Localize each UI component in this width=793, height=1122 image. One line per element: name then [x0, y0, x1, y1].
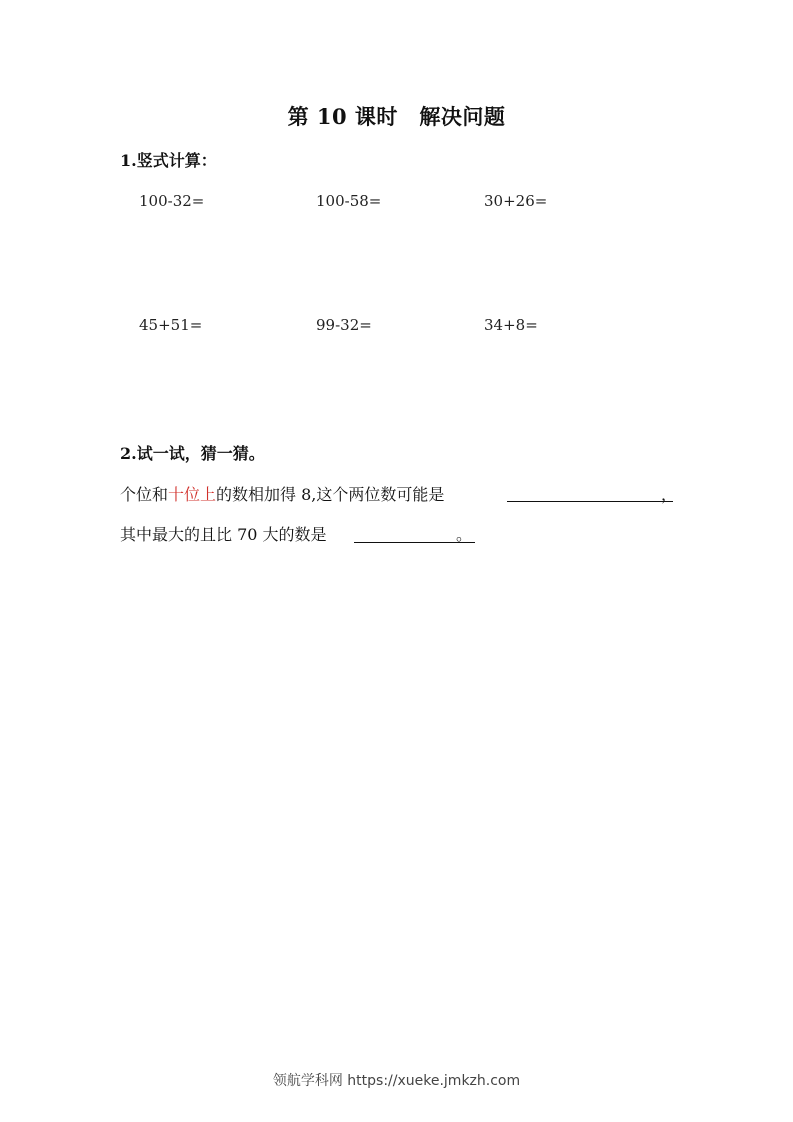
period-mark: 。: [456, 525, 473, 544]
problem-6: 34+8=: [484, 316, 538, 334]
section-1-heading: 1.竖式计算：: [120, 151, 217, 170]
question-line-1: [120, 482, 444, 505]
highlighted-term: 十位上: [168, 485, 217, 504]
question-line-2-text: 其中最大的且比 70 大的数是: [120, 525, 327, 544]
problem-2: 100-58=: [316, 192, 382, 210]
problem-3: 30+26=: [484, 192, 548, 210]
footer-watermark: 领航学科网 https://xueke.jmkzh.com: [272, 1073, 521, 1089]
answer-blank-2[interactable]: [354, 522, 475, 543]
problem-5: 99-32=: [316, 316, 372, 334]
problem-1: 100-32=: [139, 192, 205, 210]
problem-4: 45+51=: [139, 316, 203, 334]
page-title: 第 10 课时 解决问题: [287, 104, 506, 129]
section-2-heading: 2.试一试，猜一猜。: [120, 444, 265, 463]
question-line-1-part2: 的数相加得 8,这个两位数可能是: [216, 485, 445, 504]
question-line-1-part1: 个位和: [120, 485, 169, 504]
question-line-2: [120, 522, 327, 545]
answer-blank-1[interactable]: [507, 482, 677, 504]
comma-mark: ，: [660, 485, 677, 504]
